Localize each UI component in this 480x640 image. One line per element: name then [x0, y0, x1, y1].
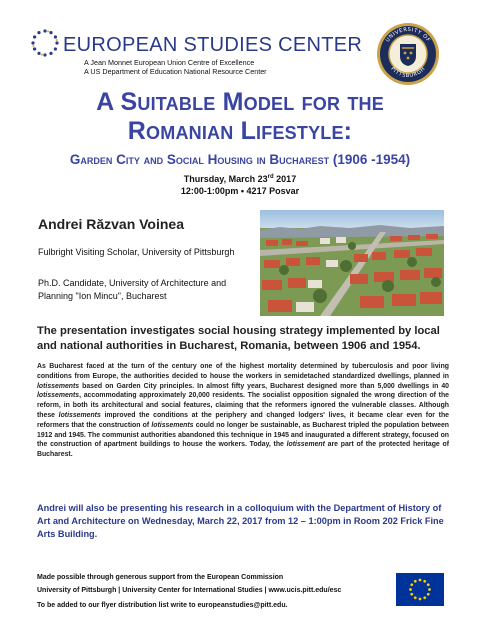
event-subtitle: Garden City and Social Housing in Bucharest (1906 -1954)	[69, 152, 411, 167]
body-text-2: based on Garden City principles. In almost fifty years, Bucharest designed more than 5,000 dwellings in 40	[79, 382, 449, 390]
lotissements-term: lotissements	[37, 382, 80, 390]
university-seal	[376, 22, 440, 86]
event-title-line-1: A Suitable Model for the	[96, 88, 384, 116]
mailing-list-note: To be added to our flyer distribution list write to europeanstudies@pitt.edu.	[37, 602, 288, 609]
bucharest-aerial-photo	[260, 210, 444, 316]
center-name: EUROPEAN STUDIES CENTER	[63, 34, 363, 56]
event-date-year: 2017	[273, 174, 297, 184]
speaker-affiliation-1: Fulbright Visiting Scholar, University of Pittsburgh	[38, 247, 235, 257]
event-date-suffix: rd	[267, 174, 274, 180]
body-text-3: , accommodating approximately 20,000 residents. The socialist opposition signaled the wrong direction of the reform, in both its architectural and social features, claiming that the reformers ignored the vulnerable classes. Although these	[37, 392, 449, 419]
lotissements-term: lotissements	[58, 411, 101, 419]
event-date	[0, 174, 480, 184]
lotissements-term: lotissements	[37, 392, 80, 400]
eu-flag-icon	[396, 573, 444, 606]
lotissement-term: lotissement	[286, 441, 325, 449]
seal-text-top: UNIVERSITY OF	[384, 26, 432, 44]
body-text-6: are part of the protected heritage of Bucharest.	[37, 441, 449, 459]
event-time-location: 12:00-1:00pm • 4217 Posvar	[180, 186, 300, 196]
body-text-1: As Bucharest faced at the turn of the century one of the highest mortality determined by tuberculosis and poor living conditions from Europe, the authorities decided to house the workers in semidetached standardized dwellings, planned in	[37, 363, 449, 380]
speaker-affiliation-2: Ph.D. Candidate, University of Architecture and Planning "Ion Mincu", Bucharest	[38, 278, 227, 301]
body-text-5: could no longer be sustainable, as Bucharest tripled the population between 1912 and 1945. The communist authorities abandoned this technique in 1945 and inaugurated a different strategy, focused on the construction of apartment buildings to house the workers. Today, the	[37, 421, 449, 449]
header	[0, 0, 480, 86]
event-title-line-2: Romanian Lifestyle:	[127, 117, 353, 145]
speaker-name: Andrei Răzvan Voinea	[38, 216, 185, 232]
support-note: Made possible through generous support from the European Commission	[37, 574, 284, 581]
center-subtitle-2: A US Department of Education National Resource Center	[84, 67, 267, 76]
lead-paragraph: The presentation investigates social housing strategy implemented by local and national authorities in Bucharest, Romania, between 1906 and 1954.	[37, 325, 440, 352]
eu-stars-logo	[30, 28, 60, 58]
event-date-prefix: Thursday, March 23	[183, 174, 268, 184]
colloquium-note: Andrei will also be presenting his research in a colloquium with the Department of History of Art and Architecture on Wednesday, March 22, 2017 from 12 – 1:00pm in Room 202 Frick Fine Arts Building.	[37, 503, 444, 539]
center-subtitle-1: A Jean Monnet European Union Centre of Excellence	[84, 58, 255, 67]
affiliations-line: University of Pittsburgh | University Center for International Studies | www.ucis.pitt.edu/esc	[37, 587, 342, 594]
body-paragraph	[37, 362, 449, 460]
body-text-4: improved the conditions at the periphery and changed lodgers' lives, it became clear even for the reformers that the construction of	[37, 411, 449, 429]
seal-text-bottom: PITTSBURGH	[389, 66, 427, 80]
lotissements-term: lotissements	[151, 421, 194, 429]
